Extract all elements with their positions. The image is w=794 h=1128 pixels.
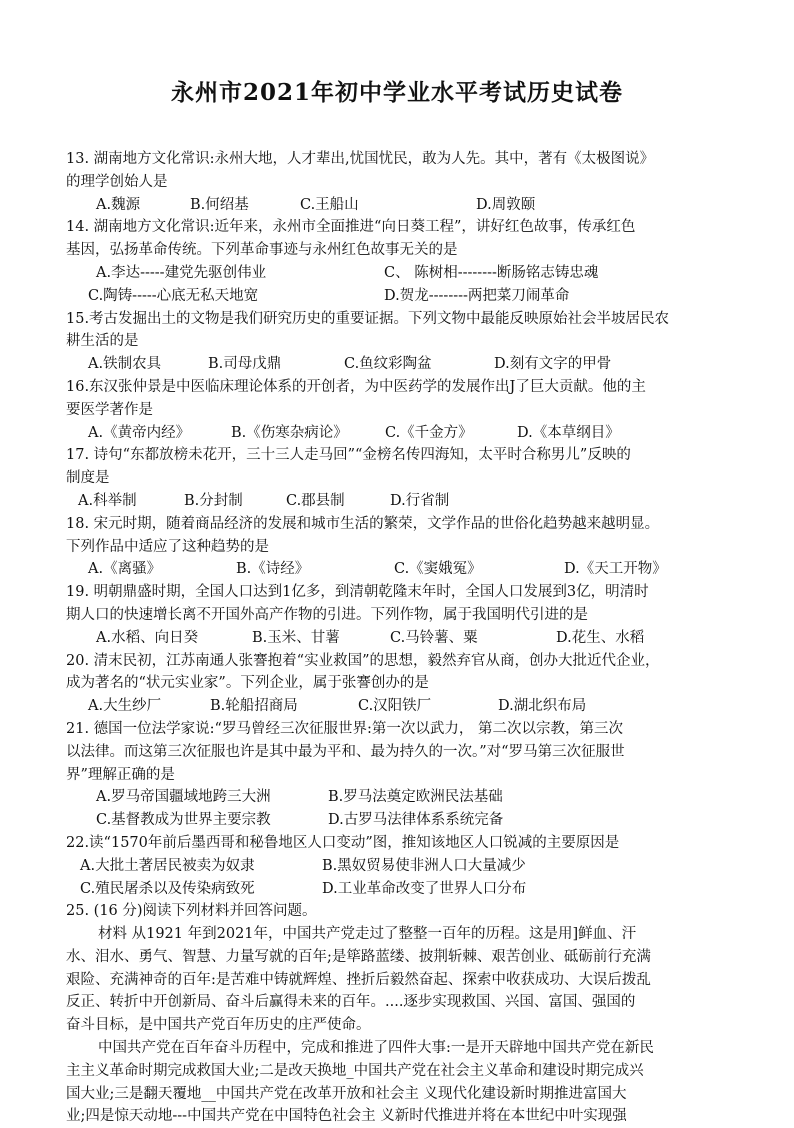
option-d: D.贺龙--------两把菜刀闹革命 — [384, 287, 570, 304]
question-21-stem: 21. 德国一位法学家说:“罗马曾经三次征服世界:第一次以武力， 第二次以宗教，第三次 — [66, 720, 623, 737]
question-14-stem: 14. 湖南地方文化常识:近年来，永州市全面推进“向日葵工程”，讲好红色故事，传承红色 — [66, 219, 636, 236]
question-14-stem-cont: 基因，弘扬革命传统。下列革命事迹与永州红色故事无关的是 — [66, 242, 458, 259]
option-b: B.《诗经》 — [236, 561, 310, 578]
option-d: D.《天工开物》 — [564, 561, 667, 578]
option-a: A.《离骚》 — [88, 561, 162, 578]
option-d: D.行省制 — [390, 492, 450, 509]
question-15-stem: 15.考古发掘出土的文物是我们研究历史的重要证据。下列文物中最能反映原始社会半坡居民农 — [66, 310, 670, 327]
option-a: A.魏源 — [96, 196, 141, 213]
question-20-options — [66, 695, 736, 718]
question-16-stem: 16.东汉张仲景是中医临床理论体系的开创者，为中医药学的发展作出J了巨大贡献。他的主 — [66, 378, 646, 395]
material-para1-line: 材料 从1921 年到2021年，中国共产党走过了整整一百年的历程。这是用]鲜血、汗 — [98, 926, 637, 943]
question-21-options-row1 — [66, 786, 736, 809]
question-22-stem: 22.读“1570年前后墨西哥和秘鲁地区人口变动”图，推知该地区人口锐减的主要原因是 — [66, 834, 620, 851]
option-c: C.马铃薯、粟 — [390, 629, 478, 646]
question-20-stem: 20. 清末民初，江苏南通人张謇抱着“实业救国”的思想，毅然弃官从商，创办大批近代企业， — [66, 652, 660, 669]
question-18-options — [66, 558, 736, 581]
option-d: D.工业革命改变了世界人口分布 — [322, 880, 527, 897]
option-a: A.大批土著居民被卖为奴隶 — [80, 857, 255, 874]
option-c: C.汉阳铁厂 — [358, 698, 432, 715]
option-a: A.铁制农具 — [88, 356, 162, 373]
question-14-options-row1 — [66, 262, 736, 285]
material-para1-line: 奋斗目标，是中国共产党百年历史的庄严使命。 — [66, 1017, 371, 1034]
option-c: C.王船山 — [300, 196, 359, 213]
option-b: B.黑奴贸易使非洲人口大量减少 — [322, 857, 526, 874]
question-17-options — [66, 490, 736, 513]
question-20-stem-cont: 成为著名的“状元实业家”。下列企业，属于张謇创办的是 — [66, 675, 429, 692]
question-21-stem-cont: 以法律。而这第三次征服也许是其中最为平和、最为持久的一次。”对“罗马第三次征服世 — [66, 743, 625, 760]
question-19-options — [66, 627, 736, 650]
exam-title: 永州市2021年初中学业水平考试历史试卷 — [170, 79, 623, 106]
option-a: A.《黄帝内经》 — [88, 424, 191, 441]
option-d: D.刻有文字的甲骨 — [494, 356, 612, 373]
question-13-options — [66, 194, 736, 217]
question-22-options-row1 — [66, 855, 736, 878]
question-17-stem: 17. 诗句“东都放榜未花开，三十三人走马回”“金榜名传四海知，太平时合称男儿”反映的 — [66, 447, 631, 464]
option-c: C.陶铸-----心底无私天地宽 — [88, 287, 259, 304]
material-para1-line: 反正、转折中开创新局、奋斗后赢得未来的百年。....逐步实现救国、兴国、富国、强国的 — [66, 994, 636, 1011]
question-21-options-row2 — [66, 809, 736, 832]
material-para2-line: 业;四是惊天动地---中国共产党在中国特色社会主 义新时代推进并将在本世纪中叶实现强 — [66, 1108, 627, 1125]
question-13-stem-cont: 的理学创始人是 — [66, 173, 168, 190]
material-para1-line: 水、泪水、勇气、智慧、力量写就的百年;是筚路蓝缕、披荆斩棘、艰苦创业、砥砺前行充满 — [66, 948, 651, 965]
option-a: A.科举制 — [78, 492, 137, 509]
option-d: D.古罗马法律体系系统完备 — [328, 812, 504, 829]
question-18-stem: 18. 宋元时期，随着商品经济的发展和城市生活的繁荣，文学作品的世俗化趋势越来越明显。 — [66, 515, 660, 532]
question-16-stem-cont: 要医学著作是 — [66, 401, 153, 418]
option-d: D.湖北织布局 — [498, 698, 587, 715]
question-16-options — [66, 422, 736, 445]
option-a: A.水稻、向日癸 — [96, 629, 199, 646]
question-21-stem-cont2: 界”理解正确的是 — [66, 766, 175, 783]
option-a: A.李达-----建党先驱创伟业 — [96, 264, 267, 281]
option-c: C.鱼纹彩陶盆 — [344, 356, 432, 373]
option-c: C.《千金方》 — [385, 424, 473, 441]
question-18-stem-cont: 下列作品中适应了这种趋势的是 — [66, 538, 269, 555]
exam-body — [66, 148, 736, 1128]
material-para2-line: 国大业;三是翻天覆地__中国共产党在改革开放和社会主 义现代化建设新时期推进富国大 — [66, 1085, 627, 1102]
material-para2-line: 主主义革命时期完成救国大业;二是改天换地_中国共产党在社会主义革命和建设时期完成兴 — [66, 1062, 644, 1079]
question-17-stem-cont: 制度是 — [66, 470, 110, 487]
question-15-stem-cont: 耕生活的是 — [66, 333, 139, 350]
material-para1-line: 艰险、充满神奇的百年:是苦难中铸就辉煌、挫折后毅然奋起、探索中收获成功、大误后拨乱 — [66, 971, 651, 988]
question-19-stem-cont: 期人口的快速增长离不开国外高产作物的引进。下列作物，属于我国明代引进的是 — [66, 606, 588, 623]
question-15-options — [66, 353, 736, 376]
question-14-options-row2 — [66, 285, 736, 308]
option-a: A.大生纱厂 — [88, 698, 162, 715]
option-c: C.《窦娥冤》 — [394, 561, 482, 578]
material-para2-line: 中国共产党在百年奋斗历程中，完成和推进了四件大事:一是开天辟地中国共产党在新民 — [98, 1040, 654, 1057]
option-b: B.轮船招商局 — [210, 698, 298, 715]
option-b: B.玉米、甘薯 — [252, 629, 340, 646]
option-d: D.周敦颐 — [476, 196, 536, 213]
option-b: B.何绍基 — [190, 196, 249, 213]
option-d: D.《本草纲目》 — [517, 424, 620, 441]
option-c: C.基督教成为世界主要宗教 — [96, 812, 271, 829]
option-c: C、 陈树相--------断肠铭志铸忠魂 — [384, 264, 599, 281]
option-b: B.罗马法奠定欧洲民法基础 — [328, 789, 503, 806]
question-13-stem: 13. 湖南地方文化常识:永州大地，人才辈出,忧国忧民，敢为人先。其中，著有《太极图说》 — [66, 151, 655, 167]
option-b: B.《伤寒杂病论》 — [231, 424, 348, 441]
option-c: C.殖民屠杀以及传染病致死 — [80, 880, 255, 897]
question-19-stem: 19. 明朝鼎盛时期，全国人口达到1亿多，到清朝乾隆末年时，全国人口发展到3亿，明清时 — [66, 584, 649, 601]
option-b: B.分封制 — [184, 492, 243, 509]
question-22-options-row2 — [66, 878, 736, 901]
option-d: D.花生、水稻 — [556, 629, 645, 646]
option-b: B.司母戊鼎 — [208, 356, 282, 373]
question-25-stem: 25. (16 分)阅读下列材料并回答问题。 — [66, 903, 317, 920]
option-a: A.罗马帝国疆域地跨三大洲 — [96, 789, 271, 806]
option-c: C.郡县制 — [286, 492, 345, 509]
